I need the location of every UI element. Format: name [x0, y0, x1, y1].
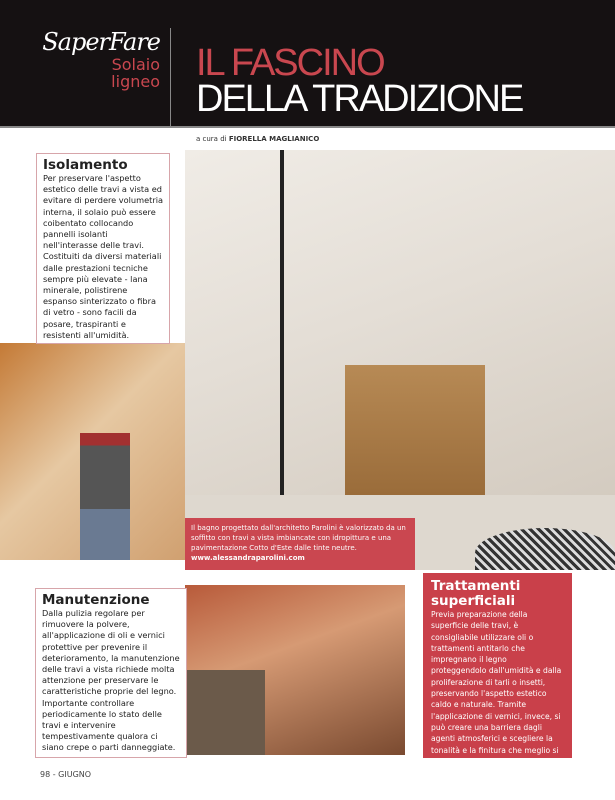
- isolamento-title: Isolamento: [43, 157, 128, 173]
- byline-author: FIORELLA MAGLIANICO: [228, 135, 320, 143]
- page-number: 98 - GIUGNO: [40, 770, 92, 779]
- saperfare-logo: SaperFare: [42, 28, 160, 56]
- isolamento-box: [36, 153, 170, 344]
- page-header: [0, 0, 615, 128]
- caption-url[interactable]: www.alessandraparolini.com: [191, 554, 305, 562]
- byline-prefix: a cura di: [196, 135, 227, 143]
- isolamento-body: Per preservare l'aspetto estetico delle travi a vista ed evitare di perdere volumetria interna, il solaio può essere coibentato collocando pannelli isolanti nell'interasse delle travi. Costituiti da diversi materiali dalle prestazioni tecniche sempre più elevate - lana minerale, polistirene espanso sinterizzato o fibra di vetro - sono facili da posare, traspiranti e resistenti all'umidità.: [43, 173, 164, 340]
- wood-vanity: [345, 365, 485, 495]
- pouf: [475, 528, 615, 570]
- worker: [185, 670, 265, 755]
- section-brand: [40, 28, 160, 90]
- title-line-1: IL FASCINO: [196, 42, 384, 84]
- title-line-2: DELLA TRADIZIONE: [196, 78, 523, 120]
- bathroom-photo: [185, 150, 615, 570]
- caption-text: Il bagno progettato dall'architetto Parolini è valorizzato da un soffitto con travi a vista imbiancate con idropittura e una pavimentazione Cotto d'Este dalle tinte neutre.: [191, 524, 406, 552]
- photo-caption: [185, 518, 415, 570]
- header-divider: [170, 28, 171, 126]
- section-line-1: Solaio: [111, 55, 160, 74]
- trattamenti-body: Previa preparazione della superficie delle travi, è consigliabile utilizzare oli o trattamenti antitarlo che impregnano il legno proteggendolo dall'umidità e dalla proliferazione di tarli o insetti, preservando l'aspetto estetico caldo e naturale. Tramite l'applicazione di vernici, invece, si può creare una barriera dagli agenti atmosferici e scegliere la tonalità e la finitura che meglio si abbinano allo stile della casa.: [431, 610, 562, 766]
- shower-frame: [280, 150, 284, 495]
- insulation-photo: [0, 343, 185, 560]
- section-line-2: ligneo: [111, 72, 160, 91]
- roof-beams-photo: [185, 585, 405, 755]
- trattamenti-box: [423, 573, 572, 766]
- trattamenti-title: Trattamenti superficiali: [431, 578, 521, 609]
- manutenzione-box: [35, 588, 187, 758]
- manutenzione-body: Dalla pulizia regolare per rimuovere la polvere, all'applicazione di oli e vernici protettive per prevenire il deterioramento, la manutenzione delle travi a vista richiede molta attenzione per preservare le caratteristiche proprie del legno. Importante controllare periodicamente lo stato delle travi e intervenire tempestivamente qualora ci siano crepe o parti danneggiate.: [42, 608, 180, 753]
- byline: [196, 135, 319, 143]
- worker: [80, 433, 130, 560]
- manutenzione-title: Manutenzione: [42, 592, 150, 608]
